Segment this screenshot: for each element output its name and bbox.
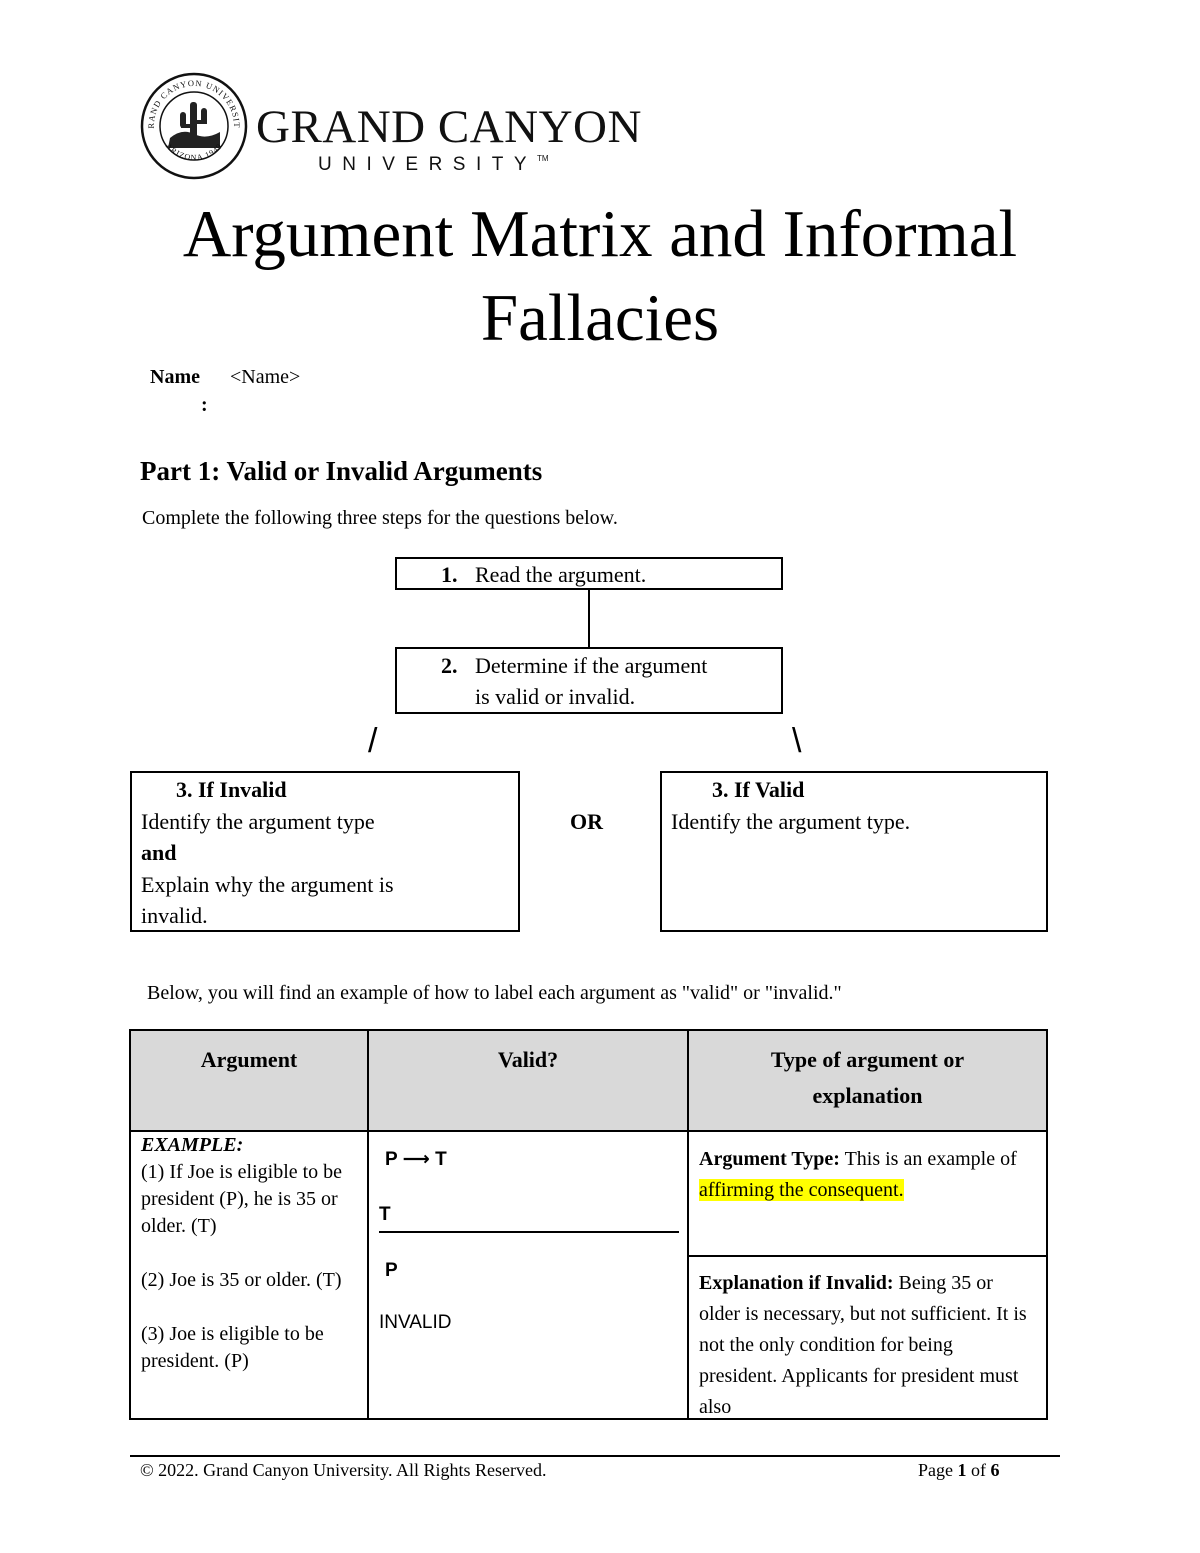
instructions-text: Complete the following three steps for the questions below.: [142, 507, 618, 529]
invalid-line-3: invalid.: [141, 903, 208, 928]
logo-wordmark: GRAND CANYON: [256, 101, 642, 153]
form-p: P: [385, 1149, 398, 1170]
trademark-mark: TM: [537, 154, 549, 163]
page-of: of: [971, 1460, 986, 1480]
form-premise-2: T: [379, 1204, 391, 1225]
header-valid-label: Valid?: [497, 1047, 559, 1072]
or-label: OR: [570, 809, 603, 834]
step2-line-1: Determine if the argument: [475, 653, 708, 678]
header-argument-label: Argument: [200, 1047, 298, 1072]
header-type-label: Type of argument or explanation: [770, 1047, 965, 1108]
part1-heading: Part 1: Valid or Invalid Arguments: [140, 456, 543, 486]
explanation-text: [699, 1268, 1036, 1418]
step2-number: 2.: [441, 653, 458, 678]
premise-2: (2) Joe is 35 or older. (T): [141, 1269, 342, 1291]
premise-1: (1) If Joe is eligible to be president (P), he is 35 or older. (T): [141, 1161, 343, 1237]
argument-type-cell: [689, 1132, 1046, 1257]
step2-box: [395, 647, 783, 714]
header-argument: [131, 1031, 369, 1132]
page-total: 6: [990, 1460, 1000, 1480]
header-valid: [369, 1031, 689, 1132]
header-type: [689, 1031, 1046, 1132]
invalid-line-1: Identify the argument type: [141, 809, 375, 834]
explanation-label: Explanation if Invalid:: [699, 1272, 894, 1294]
name-label: Name: [150, 366, 200, 388]
connector-line: [588, 590, 590, 647]
step2-line-2: is valid or invalid.: [475, 684, 636, 709]
page-prefix: Page: [918, 1460, 953, 1480]
verdict-label: INVALID: [379, 1312, 452, 1333]
footer-rule: [130, 1455, 1060, 1457]
title-line-2: Fallacies: [480, 281, 720, 355]
example-label: EXAMPLE:: [141, 1134, 244, 1156]
form-t: T: [435, 1149, 447, 1170]
explanation-body: Being 35 or older is necessary, but not sufficient. It is not the only condition for being president. Applicants for president must also: [699, 1272, 1027, 1418]
step3-invalid-box: [130, 771, 520, 932]
document-title: [0, 192, 1200, 360]
invalid-line-2: Explain why the argument is: [141, 872, 394, 897]
right-branch-slash: \: [792, 722, 802, 760]
step1-box: [395, 557, 783, 590]
argument-type-label: Argument Type:: [699, 1148, 840, 1170]
invalid-and: and: [141, 840, 177, 865]
example-intro-text: Below, you will find an example of how to label each argument as "valid" or "invalid.": [147, 982, 842, 1004]
step3-valid-box: [660, 771, 1048, 932]
form-conclusion: P: [385, 1260, 398, 1281]
title-line-1: Argument Matrix and Informal: [182, 197, 1018, 271]
seal-top-text: RAND CANYON UNIVERSIT: [145, 77, 243, 129]
valid-line-1: Identify the argument type.: [671, 809, 911, 834]
argument-type-text: [699, 1144, 1036, 1206]
example-argument-cell: [131, 1132, 369, 1418]
step1-text: Read the argument.: [475, 562, 647, 587]
valid-title: 3. If Valid: [712, 777, 805, 802]
conclusion: (3) Joe is eligible to be president. (P): [141, 1323, 324, 1372]
step1-number: 1.: [441, 562, 458, 587]
logo-subtitle-text: UNIVERSITY: [318, 154, 538, 175]
left-branch-slash: /: [368, 722, 378, 760]
invalid-title: 3. If Invalid: [176, 777, 287, 802]
university-seal-logo: [140, 72, 248, 180]
name-field[interactable]: <Name>: [230, 366, 301, 388]
form-arrow: ⟶: [402, 1149, 430, 1170]
argument-table: [129, 1029, 1048, 1420]
highlighted-fallacy: affirming the consequent.: [699, 1179, 904, 1201]
logo-subtitle: [318, 154, 549, 176]
page-current: 1: [957, 1460, 967, 1480]
footer-copyright: © 2022. Grand Canyon University. All Rights Reserved.: [140, 1460, 547, 1480]
form-premise-1: [385, 1148, 447, 1171]
name-colon: :: [201, 394, 208, 416]
argument-type-intro: This is an example of: [844, 1148, 1017, 1170]
seal-bottom-text: ARIZONA 1949: [163, 141, 225, 163]
form-conclusion-rule: [379, 1231, 679, 1233]
footer-page-number: [918, 1460, 1000, 1481]
explanation-cell: [689, 1257, 1046, 1418]
example-valid-cell: [369, 1132, 689, 1418]
